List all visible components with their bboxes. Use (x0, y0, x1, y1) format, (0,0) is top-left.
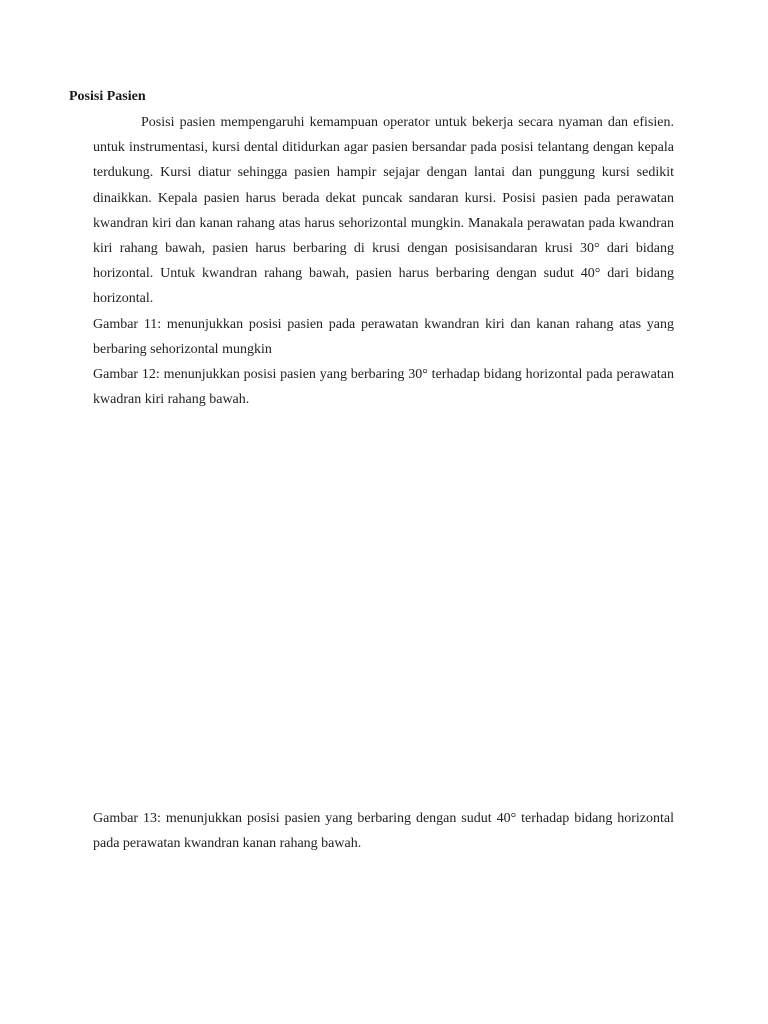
figure-caption-11: Gambar 11: menunjukkan posisi pasien pada perawatan kwandran kiri dan kanan rahang atas yang berbaring sehorizontal mungkin (93, 317, 674, 358)
section-heading: Posisi Pasien (69, 89, 146, 104)
body-paragraph: Posisi pasien mempengaruhi kemampuan operator untuk bekerja secara nyaman dan efisien. untuk instrumentasi, kursi dental ditidurkan agar pasien bersandar pada posisi telantang dengan kepala terdukung. Kursi diatur sehingga pasien hampir sejajar dengan lantai dan punggung kursi sedikit dinaikkan. Kepala pasien harus berada dekat puncak sandaran kursi. Posisi pasien pada perawatan kwandran kiri dan kanan rahang atas harus sehorizontal mungkin. Manakala perawatan pada kwandran kiri rahang bawah, pasien harus berbaring di krusi dengan posisisandaran krusi 30° dari bidang horizontal. Untuk kwandran rahang bawah, pasien harus berbaring dengan sudut 40° dari bidang horizontal. (93, 115, 674, 307)
figure-image-area (93, 420, 674, 790)
figure-caption-12: Gambar 12: menunjukkan posisi pasien yang berbaring 30° terhadap bidang horizontal pada perawatan kwadran kiri rahang bawah. (93, 367, 674, 408)
figure-caption-13: Gambar 13: menunjukkan posisi pasien yang berbaring dengan sudut 40° terhadap bidang horizontal pada perawatan kwandran kanan rahang bawah. (93, 811, 674, 852)
